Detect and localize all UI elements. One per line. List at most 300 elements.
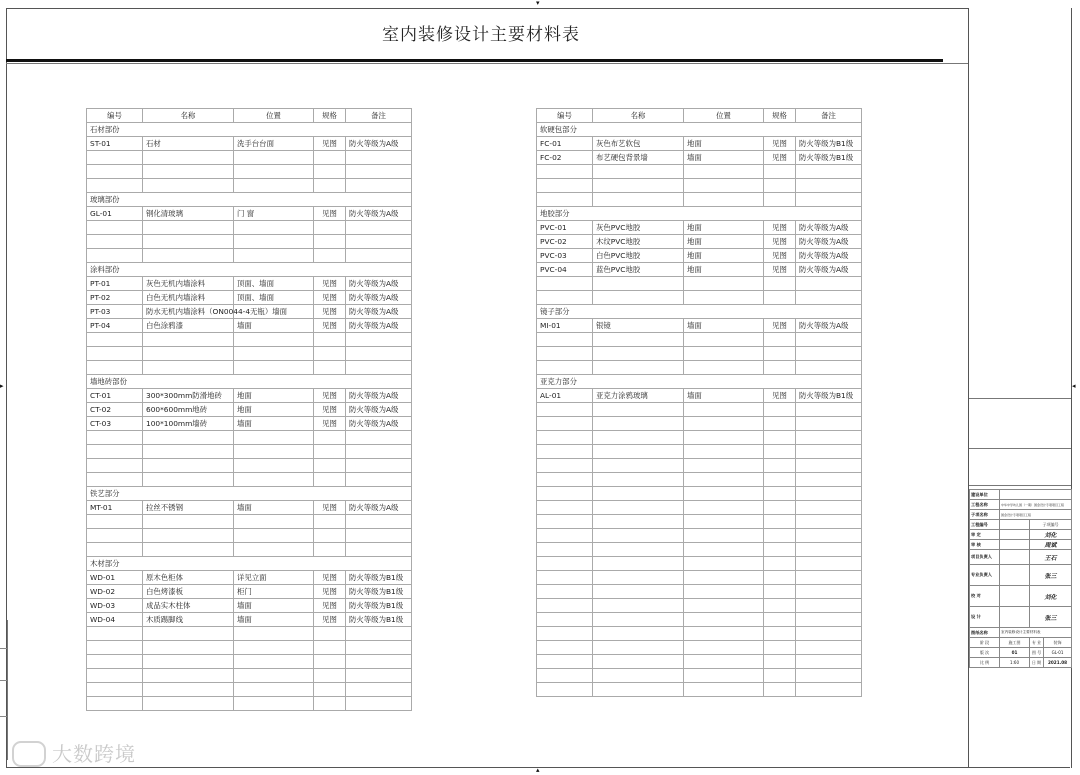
cell-note bbox=[796, 431, 862, 445]
table-row bbox=[87, 361, 412, 375]
header-name: 名称 bbox=[593, 109, 684, 123]
cell-spec: 见图 bbox=[314, 613, 346, 627]
cell-spec bbox=[314, 361, 346, 375]
section-title: 木材部分 bbox=[87, 557, 143, 571]
cell-spec bbox=[314, 165, 346, 179]
cell-pos bbox=[234, 221, 314, 235]
cell-pos bbox=[684, 403, 764, 417]
cell-code bbox=[537, 291, 593, 305]
cell-code bbox=[537, 627, 593, 641]
cell-name bbox=[593, 165, 684, 179]
tb-scale-label: 比 例 bbox=[970, 658, 1000, 668]
cell-note bbox=[346, 543, 412, 557]
cell-note bbox=[796, 445, 862, 459]
cell-spec: 见图 bbox=[764, 137, 796, 151]
cell-spec: 见图 bbox=[314, 207, 346, 221]
cell-name: 600*600mm地砖 bbox=[143, 403, 234, 417]
tb-version: 01 bbox=[1000, 648, 1030, 658]
cell-code bbox=[537, 543, 593, 557]
cell-pos bbox=[684, 543, 764, 557]
table-row bbox=[537, 571, 862, 585]
table-section-row bbox=[87, 263, 412, 277]
table-row bbox=[537, 431, 862, 445]
tb-discipline: 装饰 bbox=[1044, 638, 1072, 648]
cell-name bbox=[143, 179, 234, 193]
signature-review: 周斌 bbox=[1030, 540, 1072, 550]
cell-pos: 地面 bbox=[234, 403, 314, 417]
cell-code bbox=[537, 557, 593, 571]
cell-spec bbox=[764, 641, 796, 655]
tb-project-name-label: 工程名称 bbox=[970, 500, 1000, 510]
cell-spec bbox=[314, 179, 346, 193]
table-section-row bbox=[537, 375, 862, 389]
cell-code bbox=[537, 193, 593, 207]
cell-note: 防火等级为A级 bbox=[796, 263, 862, 277]
tb-project-lead-label: 项目负责人 bbox=[970, 550, 1000, 565]
cell-name bbox=[143, 641, 234, 655]
cell-name bbox=[143, 235, 234, 249]
cell-code bbox=[87, 165, 143, 179]
cell-note: 防火等级为A级 bbox=[346, 207, 412, 221]
cell-code bbox=[87, 655, 143, 669]
cell-code bbox=[537, 459, 593, 473]
cell-code bbox=[537, 515, 593, 529]
cell-spec: 见图 bbox=[764, 221, 796, 235]
cell-note bbox=[796, 403, 862, 417]
cell-code bbox=[537, 179, 593, 193]
cell-name bbox=[593, 557, 684, 571]
cell-code: WD-02 bbox=[87, 585, 143, 599]
cell-spec bbox=[314, 445, 346, 459]
cell-spec bbox=[314, 655, 346, 669]
signature-discipline-lead: 张三 bbox=[1030, 565, 1072, 586]
cell-spec bbox=[764, 277, 796, 291]
table-row bbox=[537, 193, 862, 207]
table-row bbox=[87, 613, 412, 627]
cell-name bbox=[593, 529, 684, 543]
cell-code bbox=[87, 445, 143, 459]
cell-name bbox=[593, 641, 684, 655]
cell-name bbox=[593, 179, 684, 193]
cell-name: 防水无机内墙涂料（ON0044-4无瓶）墙面 bbox=[143, 305, 234, 319]
cell-note bbox=[796, 459, 862, 473]
signature-audit: 刘化 bbox=[1030, 530, 1072, 540]
cell-pos bbox=[234, 641, 314, 655]
cell-pos bbox=[684, 445, 764, 459]
cell-pos bbox=[684, 291, 764, 305]
cell-spec: 见图 bbox=[314, 599, 346, 613]
table-row bbox=[537, 361, 862, 375]
table-row bbox=[537, 501, 862, 515]
table-row bbox=[87, 305, 412, 319]
cell-pos: 门 窗 bbox=[234, 207, 314, 221]
cell-note bbox=[346, 151, 412, 165]
header-position: 位置 bbox=[234, 109, 314, 123]
cell-code: CT-02 bbox=[87, 403, 143, 417]
cell-code bbox=[87, 683, 143, 697]
material-table-right bbox=[536, 108, 862, 697]
cell-spec: 见图 bbox=[764, 319, 796, 333]
cell-pos bbox=[684, 459, 764, 473]
table-header-row bbox=[87, 109, 412, 123]
cell-pos: 地面 bbox=[684, 235, 764, 249]
cell-name bbox=[593, 487, 684, 501]
cell-name bbox=[593, 361, 684, 375]
cell-pos bbox=[684, 683, 764, 697]
cell-code bbox=[537, 669, 593, 683]
cell-spec bbox=[764, 655, 796, 669]
table-row bbox=[87, 137, 412, 151]
cell-pos bbox=[234, 347, 314, 361]
cell-name bbox=[143, 459, 234, 473]
cell-spec bbox=[764, 613, 796, 627]
table-row bbox=[87, 585, 412, 599]
cell-spec bbox=[764, 529, 796, 543]
cell-pos: 墙面 bbox=[684, 151, 764, 165]
cell-name: 亚克力涂鸦玻璃 bbox=[593, 389, 684, 403]
cell-code: MT-01 bbox=[87, 501, 143, 515]
cell-spec bbox=[764, 333, 796, 347]
table-row bbox=[87, 235, 412, 249]
cell-code: PT-01 bbox=[87, 277, 143, 291]
cell-code bbox=[537, 403, 593, 417]
cell-pos bbox=[234, 655, 314, 669]
cell-code bbox=[87, 627, 143, 641]
tb-stage: 施工图 bbox=[1000, 638, 1030, 648]
cell-name: 成品实木柱体 bbox=[143, 599, 234, 613]
cell-pos bbox=[234, 627, 314, 641]
cell-name: 原木色柜体 bbox=[143, 571, 234, 585]
table-row bbox=[87, 151, 412, 165]
cell-spec bbox=[314, 697, 346, 711]
cell-note bbox=[796, 613, 862, 627]
cell-spec bbox=[764, 445, 796, 459]
table-row bbox=[537, 235, 862, 249]
cell-note: 防火等级为B1级 bbox=[346, 613, 412, 627]
cell-spec bbox=[764, 361, 796, 375]
cell-spec bbox=[764, 515, 796, 529]
title-block-divider bbox=[969, 485, 1071, 486]
table-row bbox=[87, 207, 412, 221]
table-row bbox=[87, 515, 412, 529]
cell-name bbox=[593, 431, 684, 445]
cell-name: 灰色PVC地胶 bbox=[593, 221, 684, 235]
cell-pos: 地面 bbox=[684, 263, 764, 277]
cell-note bbox=[796, 179, 862, 193]
cell-pos bbox=[234, 459, 314, 473]
cell-spec: 见图 bbox=[764, 249, 796, 263]
cell-name bbox=[143, 627, 234, 641]
cell-name bbox=[143, 445, 234, 459]
cell-note bbox=[796, 543, 862, 557]
cell-name bbox=[593, 543, 684, 557]
table-row bbox=[537, 291, 862, 305]
edge-marker-left: ▸ bbox=[0, 382, 4, 390]
cell-pos bbox=[684, 529, 764, 543]
cell-note bbox=[796, 627, 862, 641]
cell-name bbox=[143, 655, 234, 669]
cell-pos bbox=[684, 641, 764, 655]
cell-spec bbox=[314, 347, 346, 361]
cell-spec: 见图 bbox=[314, 319, 346, 333]
cell-note: 防火等级为A级 bbox=[346, 291, 412, 305]
cell-pos: 墙面 bbox=[234, 613, 314, 627]
cell-name: 灰色布艺软包 bbox=[593, 137, 684, 151]
table-row bbox=[87, 543, 412, 557]
cell-note bbox=[796, 361, 862, 375]
cell-name bbox=[143, 165, 234, 179]
cell-code: PVC-03 bbox=[537, 249, 593, 263]
edge-marker-top: ▾ bbox=[536, 0, 540, 7]
cell-code: FC-01 bbox=[537, 137, 593, 151]
tb-date-label: 日 期 bbox=[1030, 658, 1044, 668]
cell-pos bbox=[684, 333, 764, 347]
cell-note: 防火等级为B1级 bbox=[796, 151, 862, 165]
cell-code bbox=[87, 515, 143, 529]
table-row bbox=[87, 599, 412, 613]
cell-spec: 见图 bbox=[314, 277, 346, 291]
cell-spec bbox=[314, 431, 346, 445]
title-rule bbox=[6, 59, 943, 62]
table-row bbox=[537, 403, 862, 417]
cell-pos: 墙面 bbox=[234, 417, 314, 431]
cell-note bbox=[346, 221, 412, 235]
section-title: 石材部份 bbox=[87, 123, 143, 137]
cell-name bbox=[143, 515, 234, 529]
table-row bbox=[537, 641, 862, 655]
cell-code bbox=[537, 683, 593, 697]
cell-spec bbox=[764, 543, 796, 557]
table-row bbox=[537, 543, 862, 557]
table-row bbox=[87, 459, 412, 473]
cell-name: 白色涂鸦漆 bbox=[143, 319, 234, 333]
tb-project-name: 中华中学幼儿园（一期）国金设计专项项目工程 bbox=[1000, 500, 1072, 510]
cell-note bbox=[796, 655, 862, 669]
cell-name: 布艺硬包背景墙 bbox=[593, 151, 684, 165]
cell-code bbox=[537, 599, 593, 613]
cell-spec: 见图 bbox=[314, 501, 346, 515]
title-block bbox=[968, 8, 1072, 768]
cell-note bbox=[796, 473, 862, 487]
section-title: 地胶部分 bbox=[537, 207, 593, 221]
cell-pos: 墙面 bbox=[234, 319, 314, 333]
cell-note bbox=[796, 683, 862, 697]
cell-name bbox=[593, 403, 684, 417]
cell-spec bbox=[764, 459, 796, 473]
table-row bbox=[87, 417, 412, 431]
cell-pos: 地面 bbox=[684, 249, 764, 263]
title-rule-thin bbox=[6, 63, 968, 64]
cell-note bbox=[796, 641, 862, 655]
table-row bbox=[537, 459, 862, 473]
cell-code: WD-03 bbox=[87, 599, 143, 613]
cell-spec: 见图 bbox=[764, 263, 796, 277]
tb-stage-label: 阶 段 bbox=[970, 638, 1000, 648]
table-row bbox=[537, 151, 862, 165]
cell-code bbox=[87, 347, 143, 361]
watermark-text: 大数跨境 bbox=[52, 742, 136, 766]
cell-note bbox=[796, 529, 862, 543]
tb-drawing-name-label: 图纸名称 bbox=[970, 628, 1000, 638]
cell-pos bbox=[684, 165, 764, 179]
section-title: 铁艺部分 bbox=[87, 487, 143, 501]
cell-pos: 地面 bbox=[684, 221, 764, 235]
cell-spec bbox=[764, 347, 796, 361]
cell-name bbox=[593, 291, 684, 305]
table-row bbox=[537, 445, 862, 459]
cell-code: PVC-04 bbox=[537, 263, 593, 277]
cell-note: 防火等级为A级 bbox=[346, 277, 412, 291]
cell-note bbox=[796, 599, 862, 613]
table-section-row bbox=[537, 207, 862, 221]
table-row bbox=[537, 137, 862, 151]
cell-note bbox=[346, 249, 412, 263]
cell-note bbox=[346, 641, 412, 655]
cell-pos bbox=[684, 627, 764, 641]
sheet-title: 室内装修设计主要材料表 bbox=[382, 25, 580, 45]
cell-name bbox=[593, 333, 684, 347]
cell-pos bbox=[684, 277, 764, 291]
cell-name bbox=[143, 473, 234, 487]
cell-note bbox=[346, 459, 412, 473]
cell-spec: 见图 bbox=[764, 151, 796, 165]
cell-code bbox=[537, 361, 593, 375]
table-row bbox=[537, 529, 862, 543]
table-row bbox=[87, 277, 412, 291]
cell-name bbox=[143, 347, 234, 361]
cell-spec: 见图 bbox=[764, 235, 796, 249]
cell-code bbox=[537, 165, 593, 179]
cell-spec bbox=[764, 431, 796, 445]
section-title: 墙地砖部份 bbox=[87, 375, 143, 389]
cell-pos bbox=[234, 543, 314, 557]
cell-spec bbox=[764, 193, 796, 207]
cell-pos bbox=[234, 697, 314, 711]
tb-check-label: 校 对 bbox=[970, 586, 1000, 607]
cell-name bbox=[593, 193, 684, 207]
cell-spec bbox=[764, 487, 796, 501]
cell-code: PT-02 bbox=[87, 291, 143, 305]
cell-name: 钢化清玻璃 bbox=[143, 207, 234, 221]
cell-note bbox=[346, 529, 412, 543]
watermark-logo bbox=[12, 741, 46, 767]
cell-spec: 见图 bbox=[314, 389, 346, 403]
cell-note bbox=[346, 333, 412, 347]
cell-pos bbox=[684, 431, 764, 445]
cell-note bbox=[796, 571, 862, 585]
cell-spec bbox=[314, 683, 346, 697]
cell-pos bbox=[234, 249, 314, 263]
cell-pos bbox=[684, 487, 764, 501]
cell-name bbox=[593, 599, 684, 613]
table-row bbox=[537, 277, 862, 291]
cell-note bbox=[346, 683, 412, 697]
cell-spec: 见图 bbox=[314, 291, 346, 305]
table-row bbox=[87, 501, 412, 515]
table-row bbox=[537, 263, 862, 277]
header-note: 备注 bbox=[346, 109, 412, 123]
cell-note: 防火等级为A级 bbox=[796, 221, 862, 235]
cell-note bbox=[796, 515, 862, 529]
table-section-row bbox=[87, 375, 412, 389]
cell-note bbox=[796, 501, 862, 515]
cell-name bbox=[143, 361, 234, 375]
cell-pos bbox=[234, 473, 314, 487]
cell-code bbox=[537, 613, 593, 627]
cell-spec bbox=[314, 235, 346, 249]
table-row bbox=[537, 389, 862, 403]
cell-pos bbox=[684, 361, 764, 375]
cell-name bbox=[593, 473, 684, 487]
cell-name: 100*100mm墙砖 bbox=[143, 417, 234, 431]
section-title: 玻璃部份 bbox=[87, 193, 143, 207]
cell-note bbox=[346, 235, 412, 249]
cell-code bbox=[87, 697, 143, 711]
cell-name bbox=[593, 417, 684, 431]
cell-code bbox=[87, 333, 143, 347]
cell-note bbox=[346, 627, 412, 641]
cell-note: 防火等级为A级 bbox=[346, 305, 412, 319]
cell-spec: 见图 bbox=[314, 417, 346, 431]
cell-pos bbox=[684, 193, 764, 207]
cell-code bbox=[537, 431, 593, 445]
cell-code bbox=[537, 445, 593, 459]
cell-note bbox=[346, 431, 412, 445]
cell-pos bbox=[684, 613, 764, 627]
table-row bbox=[87, 683, 412, 697]
cell-pos: 墙面 bbox=[684, 319, 764, 333]
cell-name bbox=[143, 683, 234, 697]
cell-pos: 顶面、墙面 bbox=[234, 277, 314, 291]
cell-pos: 洗手台台面 bbox=[234, 137, 314, 151]
cell-note: 防火等级为A级 bbox=[346, 137, 412, 151]
table-row bbox=[87, 627, 412, 641]
cell-pos bbox=[684, 571, 764, 585]
cell-note bbox=[796, 585, 862, 599]
cell-spec bbox=[314, 249, 346, 263]
cell-spec bbox=[764, 669, 796, 683]
cell-spec bbox=[314, 221, 346, 235]
cell-code bbox=[537, 571, 593, 585]
cell-note: 防火等级为B1级 bbox=[346, 571, 412, 585]
cell-name bbox=[143, 543, 234, 557]
cell-code bbox=[537, 585, 593, 599]
cell-spec bbox=[314, 515, 346, 529]
cell-code bbox=[537, 487, 593, 501]
tb-sub-project: 国金设计专项项目工程 bbox=[1000, 510, 1072, 520]
cell-name bbox=[143, 221, 234, 235]
material-table-left bbox=[86, 108, 412, 711]
tb-drawing-no: GL-01 bbox=[1044, 648, 1072, 658]
table-row bbox=[537, 179, 862, 193]
cell-code bbox=[537, 641, 593, 655]
cell-note: 防火等级为B1级 bbox=[796, 137, 862, 151]
cell-code: CT-01 bbox=[87, 389, 143, 403]
cell-pos bbox=[234, 235, 314, 249]
tb-design-label: 设 计 bbox=[970, 607, 1000, 628]
table-row bbox=[537, 613, 862, 627]
table-row bbox=[87, 641, 412, 655]
cell-spec bbox=[764, 165, 796, 179]
left-revision-strip bbox=[0, 620, 8, 760]
cell-spec: 见图 bbox=[314, 585, 346, 599]
cell-name bbox=[143, 151, 234, 165]
cell-pos bbox=[684, 669, 764, 683]
cell-pos bbox=[684, 179, 764, 193]
cell-note bbox=[346, 473, 412, 487]
cell-code bbox=[537, 473, 593, 487]
cell-code bbox=[87, 473, 143, 487]
